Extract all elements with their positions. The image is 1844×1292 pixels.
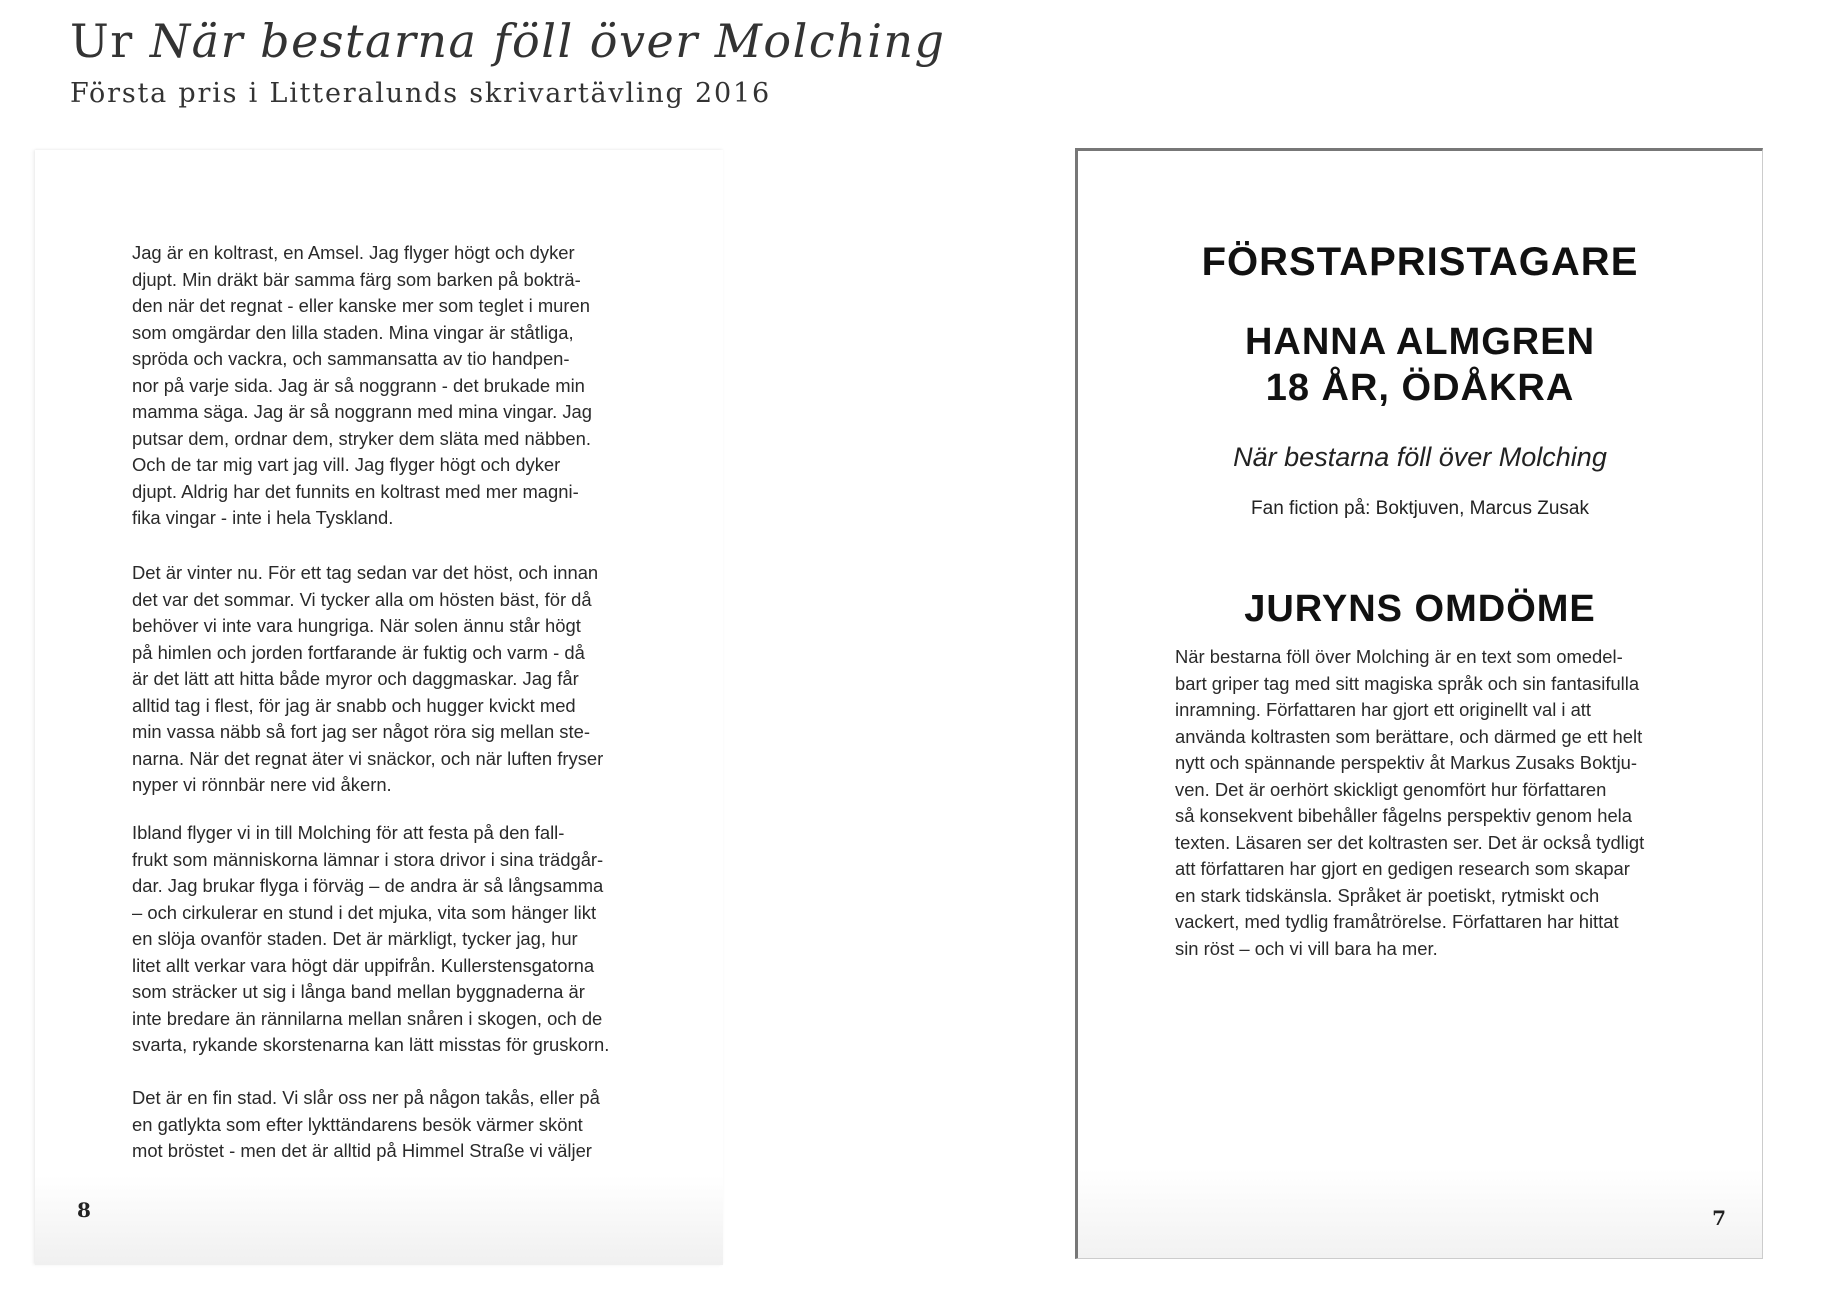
story-paragraph-3 [132,820,632,1059]
story-paragraph-2 [132,560,632,799]
winner-name: HANNA ALMGREN [1244,321,1596,363]
story-paragraph-4 [132,1085,632,1165]
text-line: det var det sommar. Vi tycker alla om hösten bäst, för då [132,588,592,610]
jury-statement [1175,644,1675,962]
text-line: djupt. Min dräkt bär samma färg som barken på bokträ- [132,268,581,290]
text-line: Det är vinter nu. För ett tag sedan var det höst, och innan [132,562,599,583]
document-subtitle: Första pris i Litteralunds skrivartävling 2016 [70,78,771,109]
award-heading: FÖRSTAPRISTAGARE [1201,240,1639,284]
text-line: vackert, med tydlig framåtrörelse. Författaren har hittat [1175,911,1619,932]
text-line: När bestarna föll över Molching är en text som omedel- [1175,646,1623,667]
text-line: så konsekvent bibehåller fågelns perspektiv genom hela [1175,805,1632,826]
text-line: frukt som människorna lämnar i stora drivor i sina trädgår- [132,848,604,870]
text-line: använda koltrasten som berättare, och därmed ge ett helt [1175,725,1643,747]
text-line: spröda och vackra, och sammansatta av tio handpen- [132,348,570,369]
text-line: min vassa näbb så fort jag ser något röra sig mellan ste- [132,721,590,742]
text-line: inramning. Författaren har gjort ett originellt val i att [1175,699,1592,720]
text-line: en slöja ovanför staden. Det är märkligt, tycker jag, hur [132,928,578,949]
text-line: nor på varje sida. Jag är så noggrann - det brukade min [132,374,585,396]
text-line: texten. Läsaren ser det koltrasten ser. Det är också tydligt [1175,831,1645,853]
text-line: som omgärdar den lilla staden. Mina vingar är ståtliga, [132,321,574,343]
text-line: att författaren har gjort en gedigen research som skapar [1175,858,1630,879]
text-line: svarta, rykande skorstenarna kan lätt misstas för gruskorn. [132,1034,610,1055]
text-line: Det är en fin stad. Vi slår oss ner på någon takås, eller på [132,1087,600,1108]
text-line: alltid tag i flest, för jag är snabb och hugger kvickt med [132,694,576,716]
text-line: mot bröstet - men det är alltid på Himmel Straße vi väljer [132,1140,592,1161]
text-line: nyper vi rönnbär nere vid åkern. [132,774,392,795]
text-line: den när det regnat - eller kanske mer som teglet i muren [132,295,590,316]
text-line: nytt och spännande perspektiv åt Markus Zusaks Boktju- [1175,752,1638,773]
title-book: När bestarna föll över Molching [149,14,946,68]
text-line: behöver vi inte vara hungriga. När solen ännu står högt [132,615,581,636]
text-line: som sträcker ut sig i långa band mellan byggnaderna är [132,981,585,1002]
page-number-right: 7 [1712,1206,1726,1230]
right-page [1075,148,1763,1259]
story-title: När bestarna föll över Molching [1233,442,1607,472]
winner-details: 18 ÅR, ÖDÅKRA [1265,367,1575,409]
text-line: en stark tidskänsla. Språket är poetiskt, rytmiskt och [1175,884,1600,906]
winner-block [1078,319,1762,411]
left-page [35,150,723,1265]
text-line: putsar dem, ordnar dem, stryker dem släta med näbben. [132,427,591,449]
text-line: – och cirkulerar en stund i det mjuka, vita som hänger likt [132,901,597,923]
text-line: en gatlykta som efter lykttändarens besök värmer skönt [132,1113,583,1135]
title-prefix: Ur [70,14,134,68]
text-line: är det lätt att hitta både myror och daggmaskar. Jag får [132,668,579,689]
text-line: fika vingar - inte i hela Tyskland. [132,507,394,528]
story-paragraph-1 [132,240,632,532]
text-line: djupt. Aldrig har det funnits en koltrast med mer magni- [132,480,579,502]
text-line: dar. Jag brukar flyga i förväg – de andra är så långsamma [132,875,604,896]
text-line: inte bredare än rännilarna mellan snåren i skogen, och de [132,1007,603,1029]
page-number-left: 8 [77,1198,91,1222]
text-line: sin röst – och vi vill bara ha mer. [1175,937,1438,959]
text-line: narna. När det regnat äter vi snäckor, och när luften fryser [132,747,604,769]
text-line: mamma säga. Jag är så noggrann med mina vingar. Jag [132,401,593,422]
document-title [70,14,946,68]
text-line: litet allt verkar vara högt där uppifrån. Kullerstensgatorna [132,954,595,976]
text-line: Jag är en koltrast, en Amsel. Jag flyger högt och dyker [132,242,575,263]
fan-fiction-source: Fan fiction på: Boktjuven, Marcus Zusak [1251,498,1589,519]
text-line: ven. Det är oerhört skickligt genomfört hur författaren [1175,778,1607,800]
text-line: bart griper tag med sitt magiska språk och sin fantasifulla [1175,672,1640,694]
text-line: Och de tar mig vart jag vill. Jag flyger högt och dyker [132,454,561,475]
text-line: Ibland flyger vi in till Molching för att festa på den fall- [132,822,565,843]
text-line: på himlen och jorden fortfarande är fuktig och varm - då [132,641,585,663]
jury-heading: JURYNS OMDÖME [1244,588,1596,630]
